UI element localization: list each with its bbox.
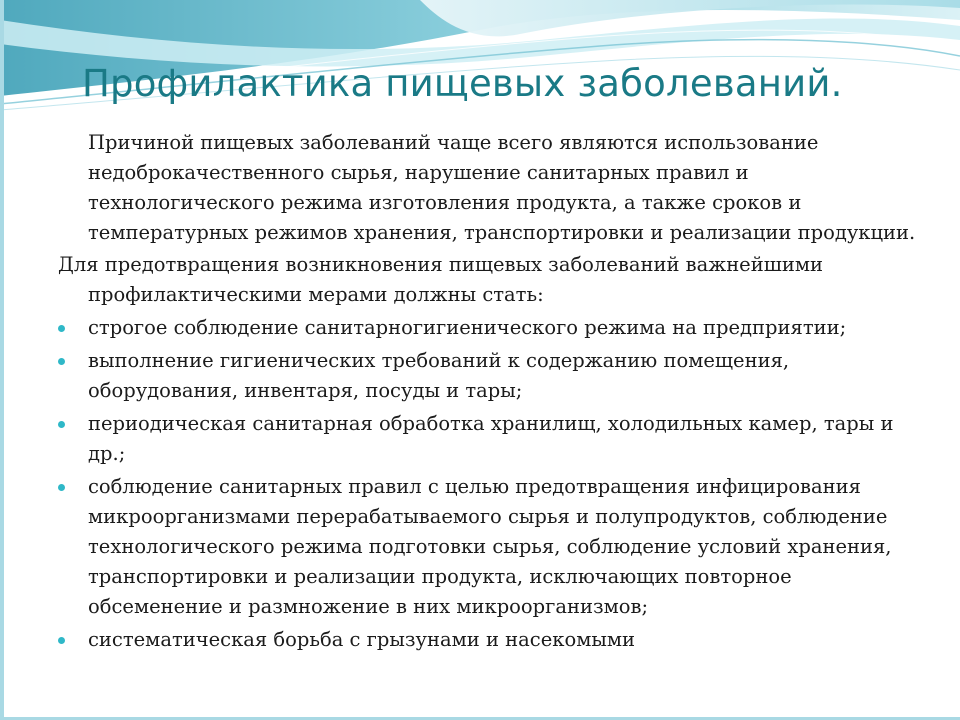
list-item-text: систематическая борьба с грызунами и насекомыми: [88, 628, 636, 651]
list-item: [58, 313, 918, 343]
bullet-dot-icon: [58, 421, 65, 428]
lead-paragraph: Для предотвращения возникновения пищевых заболеваний важнейшими профилактическими мерами должны стать:: [58, 253, 824, 306]
list-item: [58, 409, 918, 469]
list-item-text: строгое соблюдение санитарногигиенического режима на предприятии;: [88, 316, 847, 339]
list-item: [58, 346, 918, 406]
slide-title: Профилактика пищевых заболеваний.: [82, 62, 843, 105]
slide-body: [58, 128, 918, 655]
measures-list: [58, 313, 918, 655]
list-item-text: соблюдение санитарных правил с целью предотвращения инфицирования микроорганизмами перерабатываемого сырья и полупродуктов, соблюдение технологического режима подготовки сырья, соблюдение условий хранения, транспортировки и реализации продукта, исключающих повторное обсеменение и размножение в них микроорганизмов;: [88, 475, 892, 618]
bullet-dot-icon: [58, 484, 65, 491]
list-item: [58, 625, 918, 655]
bullet-dot-icon: [58, 637, 65, 644]
intro-paragraph: Причиной пищевых заболеваний чаще всего являются использование недоброкачественного сырья, нарушение санитарных правил и технологического режима изготовления продукта, а также сроков и температурных режимов хранения, транспортировки и реализации продукции.: [88, 131, 916, 244]
list-item-text: периодическая санитарная обработка хранилищ, холодильных камер, тары и др.;: [88, 412, 894, 465]
list-item-text: выполнение гигиенических требований к содержанию помещения, оборудования, инвентаря, посуды и тары;: [88, 349, 790, 402]
bullet-dot-icon: [58, 325, 65, 332]
bullet-dot-icon: [58, 358, 65, 365]
list-item: [58, 472, 918, 622]
